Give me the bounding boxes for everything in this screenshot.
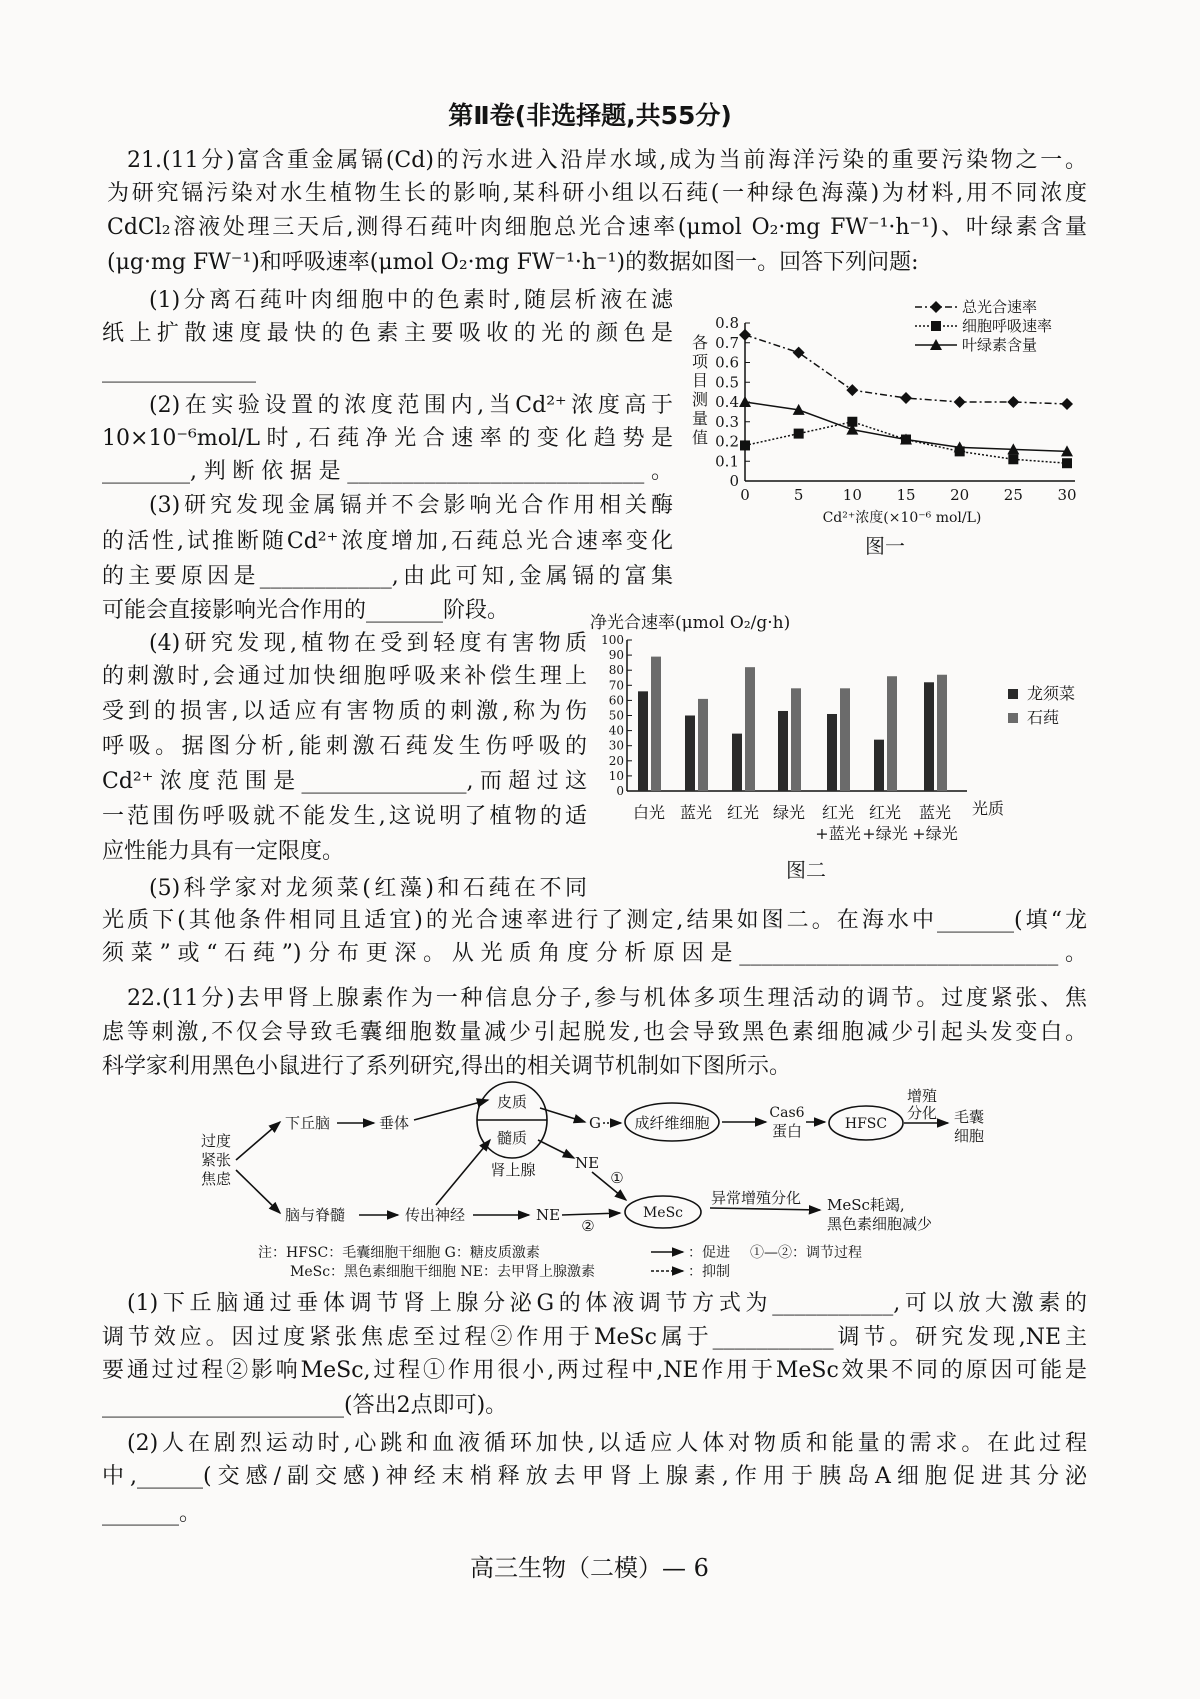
legend-swatch xyxy=(1008,713,1018,723)
legend-label: 叶绿素含量 xyxy=(962,336,1038,354)
x-tick-label: 10 xyxy=(842,486,862,504)
efferent-nerve-node: 传出神经 xyxy=(405,1206,466,1224)
y-tick-label: 30 xyxy=(608,738,624,753)
text-line: 科学家利用黑色小鼠进行了系列研究,得出的相关调节机制如下图所示。 xyxy=(102,1054,791,1079)
text-line: 纸上扩散速度最快的色素主要吸收的光的颜色是 xyxy=(102,321,673,346)
text-line: 一范围伤呼吸就不能发生,这说明了植物的适 xyxy=(102,804,587,829)
x-tick-label: 0 xyxy=(740,486,750,504)
text-line: 光质下(其他条件相同且适宜)的光合速率进行了测定,结果如图二。在海水中_______(填“龙 xyxy=(102,908,1087,933)
adrenal-label: 肾上腺 xyxy=(490,1161,536,1179)
note-line-1: 注：HFSC：毛囊细胞干细胞 G：糖皮质激素 xyxy=(258,1245,540,1261)
data-point-diamond xyxy=(954,396,966,408)
medulla-label: 髓质 xyxy=(496,1129,528,1147)
data-point-diamond xyxy=(900,392,912,404)
y-tick-label: 0.6 xyxy=(715,353,739,372)
text-line: (3)研究发现金属镉并不会影响光合作用相关酶 xyxy=(149,493,673,518)
stress-label: 紧张 xyxy=(200,1151,232,1169)
cortex-label: 皮质 xyxy=(496,1093,528,1111)
text-line: 调节效应。因过度紧张焦虑至过程②作用于MeSc属于___________调节。研究发现,NE主 xyxy=(102,1325,1087,1350)
figure-2-caption: 图二 xyxy=(786,858,826,882)
x-category-label: 红光 xyxy=(821,803,855,822)
data-point-diamond xyxy=(739,329,751,341)
text-line: 10×10⁻⁶mol/L时,石莼净光合速率的变化趋势是 xyxy=(102,426,673,451)
bar-石莼 xyxy=(937,675,947,791)
x-tick-label: 20 xyxy=(950,486,970,504)
text-line: (1)下丘脑通过垂体调节肾上腺分泌G的体液调节方式为___________,可以放大激素的 xyxy=(127,1291,1087,1316)
bar-石莼 xyxy=(745,667,755,791)
x-axis-title: 光质 xyxy=(972,799,1005,818)
text-line: (4)研究发现,植物在受到轻度有害物质 xyxy=(149,631,587,656)
data-point-square xyxy=(1008,454,1018,464)
text-line: (2)在实验设置的浓度范围内,当Cd²⁺浓度高于 xyxy=(149,393,673,418)
proliferation-label: 分化 xyxy=(906,1104,938,1122)
bar-龙须菜 xyxy=(732,734,742,791)
note-line-2: MeSc：黑色素细胞干细胞 NE：去甲肾上腺激素 xyxy=(290,1264,595,1280)
y-axis-label-char: 测 xyxy=(691,390,709,409)
y-axis-label-char: 量 xyxy=(691,409,709,428)
y-tick-label: 0 xyxy=(616,784,624,798)
figure-2-bar-chart xyxy=(590,613,1075,882)
fibroblast-node: 成纤维细胞 xyxy=(634,1114,710,1132)
data-point-square xyxy=(1062,458,1072,468)
y-tick-label: 0.3 xyxy=(715,412,739,431)
text-line: 可能会直接影响光合作用的_______阶段。 xyxy=(102,598,510,623)
abnormal-label: 异常增殖分化 xyxy=(711,1189,802,1207)
x-tick-label: 5 xyxy=(793,486,804,504)
x-axis-title: Cd²⁺浓度(×10⁻⁶ mol/L) xyxy=(822,510,982,526)
text-line: ______________________(答出2点即可)。 xyxy=(102,1393,508,1418)
x-tick-label: 25 xyxy=(1003,486,1023,504)
legend-label: 龙须菜 xyxy=(1027,684,1076,703)
y-tick-label: 10 xyxy=(608,768,624,783)
y-axis-title: 净光合速率(μmol O₂/g·h) xyxy=(590,613,791,633)
page-footer: 高三生物（二模）— 6 xyxy=(470,1554,709,1582)
legend-swatch xyxy=(1008,689,1018,699)
figure-1-line-chart xyxy=(692,298,1077,558)
data-point-square xyxy=(794,429,804,439)
legend-label: 石莼 xyxy=(1027,708,1060,727)
text-line: 22.(11分)去甲肾上腺素作为一种信息分子,参与机体多项生理活动的调节。过度紧张、焦 xyxy=(127,986,1087,1011)
x-category-label: +绿光 xyxy=(912,824,958,843)
y-tick-label: 80 xyxy=(608,663,624,678)
data-point-diamond xyxy=(1007,396,1019,408)
bar-龙须菜 xyxy=(638,691,648,791)
text-line: 21.(11分)富含重金属镉(Cd)的污水进入沿岸水域,成为当前海洋污染的重要污染物之一。 xyxy=(127,148,1087,173)
bar-龙须菜 xyxy=(874,740,884,791)
hypothalamus-node: 下丘脑 xyxy=(285,1114,331,1132)
text-line: 为研究镉污染对水生植物生长的影响,某科研小组以石莼(一种绿色海藻)为材料,用不同浓度 xyxy=(107,181,1087,206)
y-tick-label: 0.7 xyxy=(715,333,739,352)
text-line: 的主要原因是____________,由此可知,金属镉的富集 xyxy=(102,564,673,589)
bar-龙须菜 xyxy=(778,711,788,791)
bar-龙须菜 xyxy=(685,716,695,792)
y-tick-label: 100 xyxy=(601,633,624,647)
stress-label: 焦虑 xyxy=(200,1170,232,1188)
mesc-node: MeSc xyxy=(642,1205,684,1221)
text-line: 受到的损害,以适应有害物质的刺激,称为伤 xyxy=(102,699,587,724)
bar-石莼 xyxy=(651,657,661,791)
cas6-label: Cas6 xyxy=(769,1105,805,1121)
bar-石莼 xyxy=(840,688,850,791)
y-tick-label: 20 xyxy=(608,753,624,768)
result-label: 黑色素细胞减少 xyxy=(827,1215,933,1233)
bar-石莼 xyxy=(887,676,897,791)
text-line: _______。 xyxy=(102,1501,202,1526)
pituitary-node: 垂体 xyxy=(379,1114,410,1132)
bar-龙须菜 xyxy=(827,714,837,791)
text-line: 的活性,试推断随Cd²⁺浓度增加,石莼总光合速率变化 xyxy=(102,529,673,554)
x-category-label: +蓝光 xyxy=(815,824,861,843)
legend-marker-square xyxy=(931,321,941,331)
text-line: (5)科学家对龙须菜(红藻)和石莼在不同 xyxy=(149,876,587,901)
y-tick-label: 70 xyxy=(608,678,624,693)
legend-label: 总光合速率 xyxy=(962,298,1038,316)
x-category-label: 蓝光 xyxy=(918,803,952,822)
text-line: (μg·mg FW⁻¹)和呼吸速率(μmol O₂·mg FW⁻¹·h⁻¹)的数据如图一。回答下列问题: xyxy=(107,250,919,275)
x-category-label: 红光 xyxy=(868,803,902,822)
x-category-label: 白光 xyxy=(632,803,666,822)
y-tick-label: 0.5 xyxy=(715,373,739,392)
cas6-label: 蛋白 xyxy=(771,1122,803,1140)
text-line: 中,______(交感/副交感)神经末梢释放去甲肾上腺素,作用于胰岛A细胞促进其分泌 xyxy=(102,1464,1087,1489)
hfsc-node: HFSC xyxy=(844,1116,888,1132)
y-tick-label: 0.1 xyxy=(715,452,739,471)
y-tick-label: 60 xyxy=(608,693,624,708)
x-tick-label: 30 xyxy=(1057,486,1077,504)
y-tick-label: 50 xyxy=(608,708,624,723)
figure-1-caption: 图一 xyxy=(865,534,905,558)
text-line: ________,判断依据是___________________________。 xyxy=(102,459,673,484)
text-line: 要通过过程②影响MeSc,过程①作用很小,两过程中,NE作用于MeSc效果不同的原因可能是 xyxy=(102,1358,1087,1383)
proliferation-label: 增殖 xyxy=(906,1087,938,1105)
ne-label: NE xyxy=(536,1206,561,1224)
text-line: (2)人在剧烈运动时,心跳和血液循环加快,以适应人体对物质和能量的需求。在此过程 xyxy=(127,1431,1087,1456)
x-category-label: 绿光 xyxy=(772,803,806,822)
data-point-diamond xyxy=(793,347,805,359)
stress-label: 过度 xyxy=(200,1132,232,1150)
text-line: 虑等刺激,不仅会导致毛囊细胞数量减少引起脱发,也会导致黑色素细胞减少引起头发变白。 xyxy=(102,1020,1087,1045)
process-label: ①—②：调节过程 xyxy=(750,1245,862,1261)
process-1-label: ① xyxy=(610,1169,624,1187)
ne-label: NE xyxy=(575,1154,600,1172)
y-tick-label: 0.4 xyxy=(715,393,739,411)
hair-follicle-cell: 毛囊 xyxy=(953,1108,985,1126)
y-axis-label-char: 各 xyxy=(691,333,709,352)
process-2-label: ② xyxy=(581,1217,595,1235)
section-title: 第Ⅱ卷(非选择题,共55分) xyxy=(448,101,732,130)
promote-label: ：促进 xyxy=(688,1245,730,1261)
y-axis-label-char: 值 xyxy=(691,428,709,447)
y-tick-label: 0 xyxy=(729,472,739,490)
text-line: CdCl₂溶液处理三天后,测得石莼叶肉细胞总光合速率(μmol O₂·mg FW⁻¹·h⁻¹)、叶绿素含量 xyxy=(107,215,1087,240)
y-tick-label: 40 xyxy=(608,723,624,738)
text-line: 应性能力具有一定限度。 xyxy=(102,839,345,864)
x-category-label: +绿光 xyxy=(862,824,908,843)
legend-label: 细胞呼吸速率 xyxy=(962,317,1053,335)
bar-石莼 xyxy=(698,699,708,791)
text-line: 须菜”或“石莼”)分布更深。从光质角度分析原因是_____________________________。 xyxy=(102,941,1087,966)
inhibit-label: ：抑制 xyxy=(688,1264,730,1280)
x-tick-label: 15 xyxy=(896,486,916,504)
brain-spinal-node: 脑与脊髓 xyxy=(285,1206,346,1224)
bar-龙须菜 xyxy=(924,682,934,791)
text-line: 的刺激时,会通过加快细胞呼吸来补偿生理上 xyxy=(102,664,587,689)
legend-marker-diamond xyxy=(930,301,942,313)
y-tick-label: 0.2 xyxy=(715,432,739,451)
bar-石莼 xyxy=(791,688,801,791)
data-point-diamond xyxy=(846,384,858,396)
text-line: 呼吸。据图分析,能刺激石莼发生伤呼吸的 xyxy=(102,734,587,759)
y-tick-label: 90 xyxy=(608,648,624,663)
data-point-square xyxy=(740,440,750,450)
regulation-diagram xyxy=(201,1082,984,1280)
result-label: MeSc耗竭, xyxy=(827,1196,905,1214)
g-label: G xyxy=(589,1114,601,1132)
hair-follicle-cell: 细胞 xyxy=(953,1127,985,1145)
y-axis-label-char: 目 xyxy=(691,371,709,390)
x-category-label: 红光 xyxy=(726,803,760,822)
y-axis-label-char: 项 xyxy=(691,352,709,371)
text-line: (1)分离石莼叶肉细胞中的色素时,随层析液在滤 xyxy=(149,288,673,313)
data-point-diamond xyxy=(1061,398,1073,410)
text-line: Cd²⁺浓度范围是_______________,而超过这 xyxy=(102,769,587,794)
text-line: ______________ xyxy=(102,358,256,383)
x-category-label: 蓝光 xyxy=(679,803,713,822)
y-tick-label: 0.8 xyxy=(715,314,739,332)
